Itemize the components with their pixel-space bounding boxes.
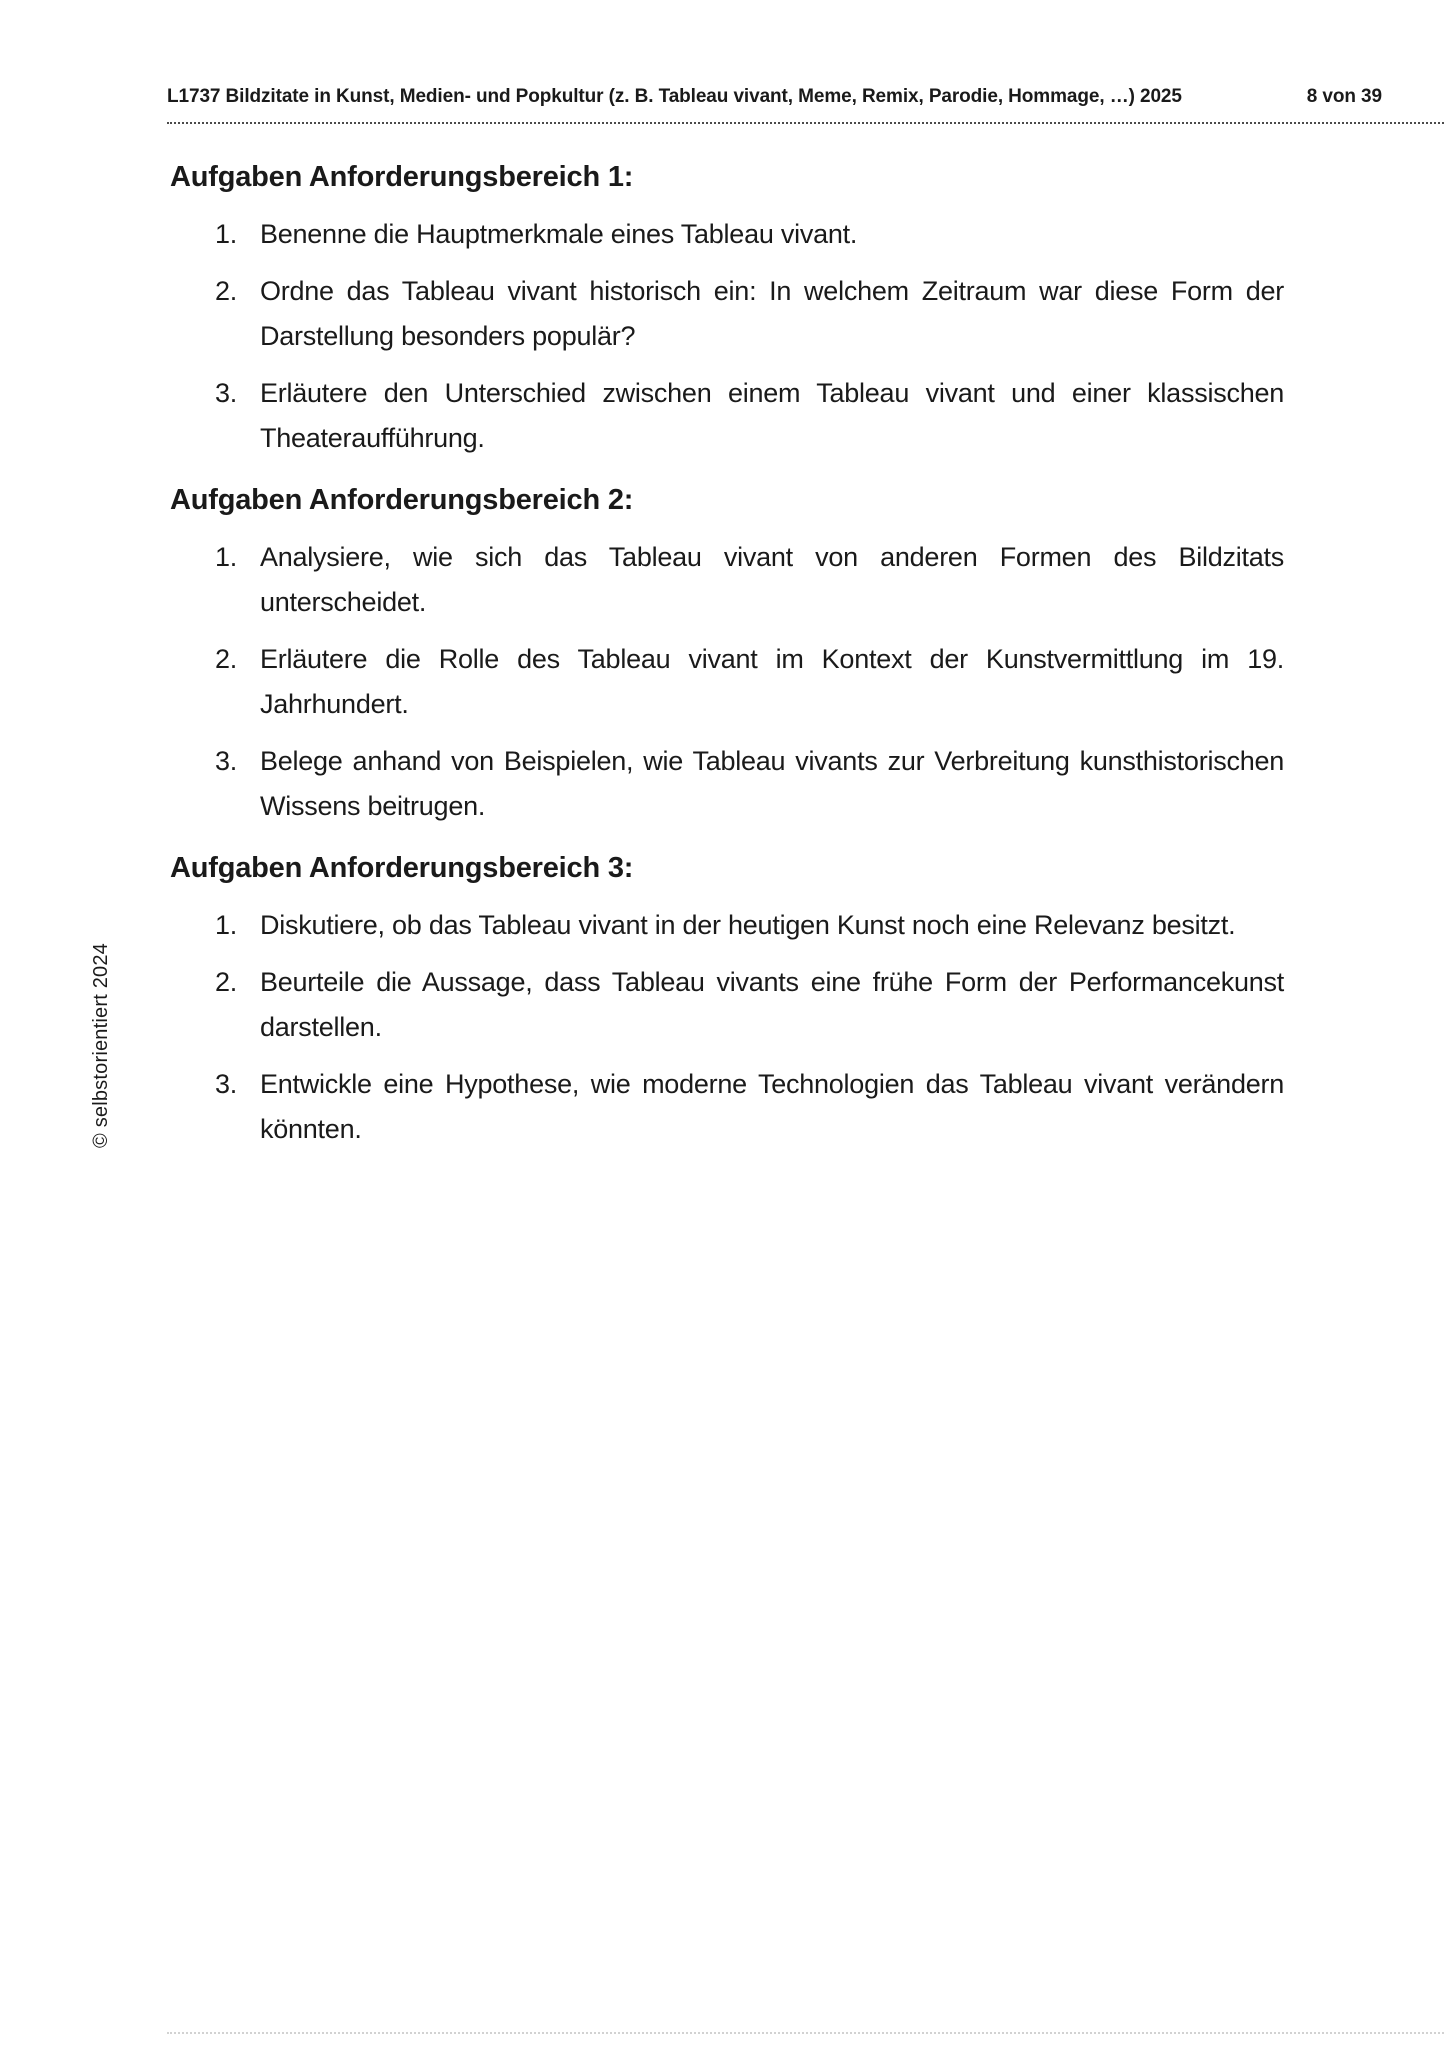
task-number: 2. — [215, 644, 238, 674]
worksheet-content — [170, 158, 1284, 1164]
task-text: Belege anhand von Beispielen, wie Tableau vivants zur Verbreitung kunsthistorischen Wissens beitrugen. — [260, 746, 1284, 821]
task-text: Entwickle eine Hypothese, wie moderne Technologien das Tableau vivant verändern könnten. — [260, 1069, 1284, 1144]
footer-divider — [167, 2032, 1444, 2034]
task-item — [170, 371, 1284, 461]
task-text: Beurteile die Aussage, dass Tableau vivants eine frühe Form der Performancekunst darstellen. — [260, 967, 1284, 1042]
task-text: Analysiere, wie sich das Tableau vivant von anderen Formen des Bildzitats unterscheidet. — [260, 542, 1284, 617]
header-divider — [167, 122, 1444, 124]
page-header — [167, 86, 1382, 108]
task-number: 1. — [215, 542, 238, 572]
task-item — [170, 637, 1284, 727]
task-item — [170, 269, 1284, 359]
section-heading: Aufgaben Anforderungsbereich 3: — [170, 852, 634, 884]
task-number: 2. — [215, 967, 238, 997]
task-item — [170, 212, 1284, 257]
task-item — [170, 739, 1284, 829]
task-text: Ordne das Tableau vivant historisch ein: In welchem Zeitraum war diese Form der Darstellung besonders populär? — [260, 276, 1284, 351]
task-number: 2. — [215, 276, 238, 306]
task-number: 3. — [215, 378, 238, 408]
page-number-indicator: 8 von 39 — [1306, 86, 1382, 107]
task-number: 1. — [215, 219, 238, 249]
task-item — [170, 960, 1284, 1050]
task-item — [170, 1062, 1284, 1152]
task-item — [170, 535, 1284, 625]
task-list — [170, 212, 1284, 461]
task-number: 3. — [215, 746, 238, 776]
header-course-title: L1737 Bildzitate in Kunst, Medien- und Popkultur (z. B. Tableau vivant, Meme, Remix, Parodie, Hommage, …) 2025 — [167, 86, 1182, 107]
section-anforderungsbereich-2 — [170, 481, 1284, 829]
task-text: Benenne die Hauptmerkmale eines Tableau vivant. — [260, 219, 858, 249]
task-item — [170, 903, 1284, 948]
copyright-sidebar-text: © selbstorientiert 2024 — [90, 942, 112, 1148]
task-number: 1. — [215, 910, 238, 940]
section-heading: Aufgaben Anforderungsbereich 2: — [170, 484, 634, 516]
task-number: 3. — [215, 1069, 238, 1099]
task-list — [170, 903, 1284, 1152]
section-anforderungsbereich-1 — [170, 158, 1284, 461]
task-text: Erläutere die Rolle des Tableau vivant im Kontext der Kunstvermittlung im 19. Jahrhundert. — [260, 644, 1284, 719]
task-text: Erläutere den Unterschied zwischen einem Tableau vivant und einer klassischen Theateraufführung. — [260, 378, 1284, 453]
section-anforderungsbereich-3 — [170, 849, 1284, 1152]
task-text: Diskutiere, ob das Tableau vivant in der heutigen Kunst noch eine Relevanz besitzt. — [260, 910, 1236, 940]
section-heading: Aufgaben Anforderungsbereich 1: — [170, 161, 634, 193]
task-list — [170, 535, 1284, 829]
